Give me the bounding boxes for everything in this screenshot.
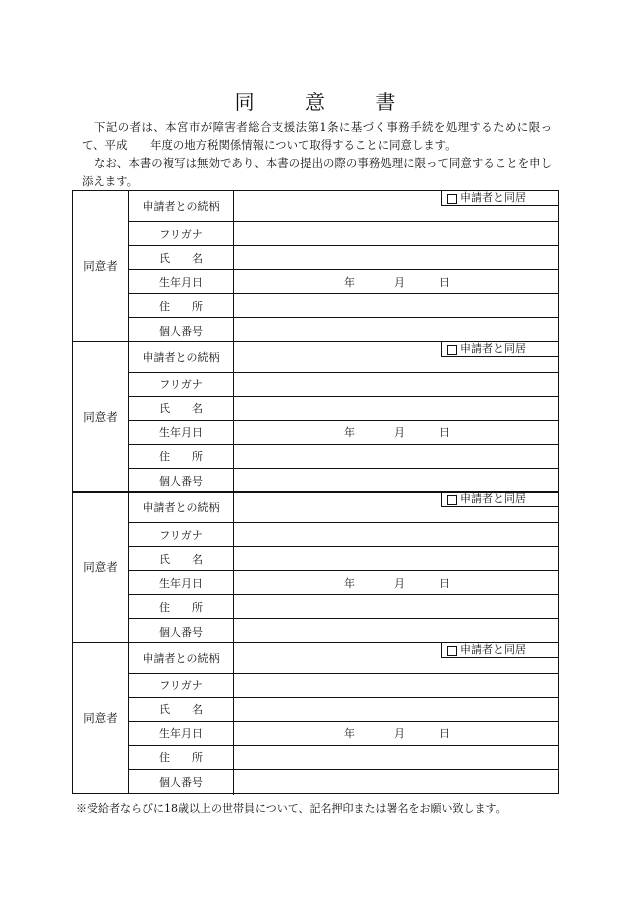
row-label: フリガナ: [129, 523, 234, 546]
consent-form-table: [72, 190, 559, 794]
row-label: 氏 名: [129, 547, 234, 570]
form-row-furigana: [129, 373, 558, 397]
row-label: 申請者との続柄: [129, 643, 234, 673]
form-row-birthdate: [129, 270, 558, 294]
form-row-birthdate: [129, 421, 558, 445]
form-row-personal-number: [129, 318, 558, 343]
row-label: 住 所: [129, 746, 234, 769]
personal-number-field[interactable]: [234, 469, 558, 494]
checkbox-label: 申請者と同居: [460, 492, 526, 505]
furigana-field[interactable]: [234, 222, 558, 245]
same-household-checkbox[interactable]: [441, 342, 558, 357]
birthdate-field[interactable]: [234, 421, 558, 444]
furigana-field[interactable]: [234, 674, 558, 697]
row-label: 申請者との続柄: [129, 342, 234, 372]
form-row-furigana: [129, 222, 558, 246]
row-label: 生年月日: [129, 722, 234, 745]
same-household-checkbox[interactable]: [441, 191, 558, 206]
row-label: フリガナ: [129, 674, 234, 697]
row-label: 個人番号: [129, 469, 234, 494]
row-label: 生年月日: [129, 421, 234, 444]
row-label: フリガナ: [129, 373, 234, 396]
name-field[interactable]: [234, 547, 558, 570]
row-label: 個人番号: [129, 318, 234, 343]
relationship-field[interactable]: [234, 191, 558, 221]
consenter-block: [72, 190, 559, 342]
date-unit-year: 年: [344, 275, 355, 289]
paragraph-copy-notice: なお、本書の複写は無効であり、本書の提出の際の事務処理に限って同意することを申し添えます。: [82, 156, 552, 188]
group-label: 同意者: [73, 643, 129, 793]
checkbox-square-icon[interactable]: [447, 194, 457, 204]
same-household-checkbox[interactable]: [441, 492, 558, 507]
form-row-address: [129, 445, 558, 469]
paragraph-consent: 下記の者は、本宮市が障害者総合支援法第1条に基づく事務手続を処理するために限って、平成 年度の地方税関係情報について取得することに同意します。: [82, 120, 552, 152]
date-unit-year: 年: [344, 576, 355, 590]
form-row-name: [129, 547, 558, 571]
form-row-relationship: [129, 191, 558, 222]
group-label: 同意者: [73, 342, 129, 492]
form-row-address: [129, 595, 558, 619]
address-field[interactable]: [234, 595, 558, 618]
consenter-block: [72, 491, 559, 643]
furigana-field[interactable]: [234, 523, 558, 546]
row-label: 個人番号: [129, 619, 234, 644]
checkbox-label: 申請者と同居: [460, 191, 526, 204]
address-field[interactable]: [234, 294, 558, 317]
birthdate-field[interactable]: [234, 722, 558, 745]
personal-number-field[interactable]: [234, 770, 558, 795]
form-row-birthdate: [129, 571, 558, 595]
form-row-relationship: [129, 492, 558, 523]
row-label: 申請者との続柄: [129, 191, 234, 221]
row-label: フリガナ: [129, 222, 234, 245]
row-label: 氏 名: [129, 698, 234, 721]
group-label: 同意者: [73, 191, 129, 341]
row-label: 住 所: [129, 595, 234, 618]
checkbox-square-icon[interactable]: [447, 345, 457, 355]
date-unit-month: 月: [394, 275, 405, 289]
row-label: 個人番号: [129, 770, 234, 795]
date-unit-month: 月: [394, 576, 405, 590]
birthdate-field[interactable]: [234, 270, 558, 293]
personal-number-field[interactable]: [234, 619, 558, 644]
form-row-personal-number: [129, 469, 558, 494]
form-row-relationship: [129, 643, 558, 674]
row-label: 住 所: [129, 445, 234, 468]
date-unit-day: 日: [439, 426, 450, 439]
row-label: 氏 名: [129, 397, 234, 420]
birthdate-field[interactable]: [234, 571, 558, 594]
name-field[interactable]: [234, 397, 558, 420]
checkbox-square-icon[interactable]: [447, 646, 457, 656]
row-label: 住 所: [129, 294, 234, 317]
form-row-address: [129, 294, 558, 318]
form-row-birthdate: [129, 722, 558, 746]
checkbox-label: 申請者と同居: [460, 341, 526, 355]
form-row-personal-number: [129, 619, 558, 644]
name-field[interactable]: [234, 246, 558, 269]
form-row-furigana: [129, 523, 558, 547]
personal-number-field[interactable]: [234, 318, 558, 343]
footnote: ※受給者ならびに18歳以上の世帯員について、記名押印または署名をお願い致します。: [76, 802, 507, 815]
relationship-field[interactable]: [234, 643, 558, 673]
form-row-name: [129, 246, 558, 270]
document-title: 同 意 書: [234, 90, 418, 114]
address-field[interactable]: [234, 445, 558, 468]
checkbox-square-icon[interactable]: [447, 495, 457, 505]
form-row-name: [129, 397, 558, 421]
date-unit-day: 日: [439, 275, 450, 289]
date-unit-month: 月: [394, 426, 405, 439]
checkbox-label: 申請者と同居: [460, 642, 526, 656]
row-label: 生年月日: [129, 270, 234, 293]
consenter-block: [72, 341, 559, 493]
relationship-field[interactable]: [234, 492, 558, 522]
group-label: 同意者: [73, 492, 129, 642]
row-label: 氏 名: [129, 246, 234, 269]
row-label: 生年月日: [129, 571, 234, 594]
form-row-personal-number: [129, 770, 558, 795]
form-row-name: [129, 698, 558, 722]
name-field[interactable]: [234, 698, 558, 721]
address-field[interactable]: [234, 746, 558, 769]
date-unit-day: 日: [439, 576, 450, 590]
date-unit-month: 月: [394, 727, 405, 740]
form-row-relationship: [129, 342, 558, 373]
same-household-checkbox[interactable]: [441, 643, 558, 658]
form-row-address: [129, 746, 558, 770]
date-unit-year: 年: [344, 727, 355, 740]
form-row-furigana: [129, 674, 558, 698]
row-label: 申請者との続柄: [129, 492, 234, 522]
furigana-field[interactable]: [234, 373, 558, 396]
consenter-block: [72, 642, 559, 794]
relationship-field[interactable]: [234, 342, 558, 372]
date-unit-year: 年: [344, 426, 355, 439]
date-unit-day: 日: [439, 727, 450, 740]
